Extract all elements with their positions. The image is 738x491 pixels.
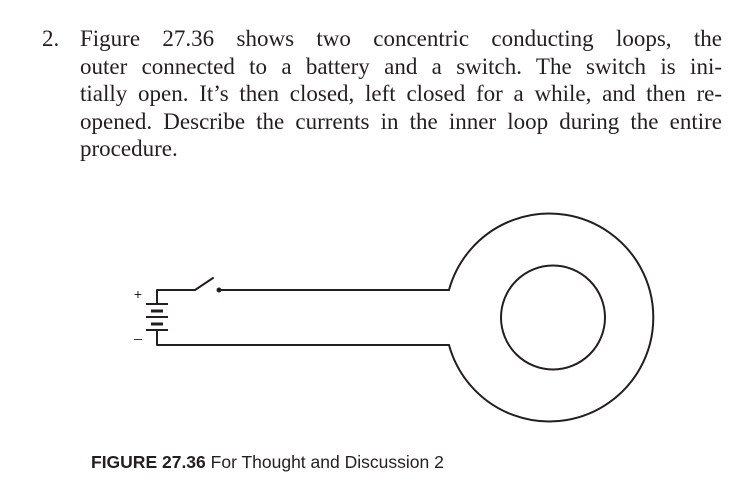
question-line-5: procedure. <box>80 136 178 161</box>
outer-loop <box>449 214 653 422</box>
inner-loop <box>501 266 605 370</box>
question-number: 2. <box>42 26 60 51</box>
question-line-3: tially open. It’s then closed, left closed for a while, and then re- <box>80 81 722 106</box>
figure-caption <box>91 452 444 473</box>
question-line-4: opened. Describe the currents in the inner loop during the entire <box>80 108 722 134</box>
minus-sign: – <box>134 330 142 346</box>
switch-contact <box>217 288 222 293</box>
caption-text: For Thought and Discussion 2 <box>210 452 444 472</box>
battery <box>146 304 168 330</box>
battery-to-switch-wire <box>157 290 195 304</box>
caption-label: FIGURE 27.36 <box>91 452 206 472</box>
question-line-2: outer connected to a battery and a switch. The switch is ini- <box>80 53 722 79</box>
bottom-wire <box>157 330 449 345</box>
plus-sign: + <box>133 286 143 302</box>
switch-blade <box>195 278 213 290</box>
question-line-1: Figure 27.36 shows two concentric conducting loops, the <box>80 26 722 51</box>
